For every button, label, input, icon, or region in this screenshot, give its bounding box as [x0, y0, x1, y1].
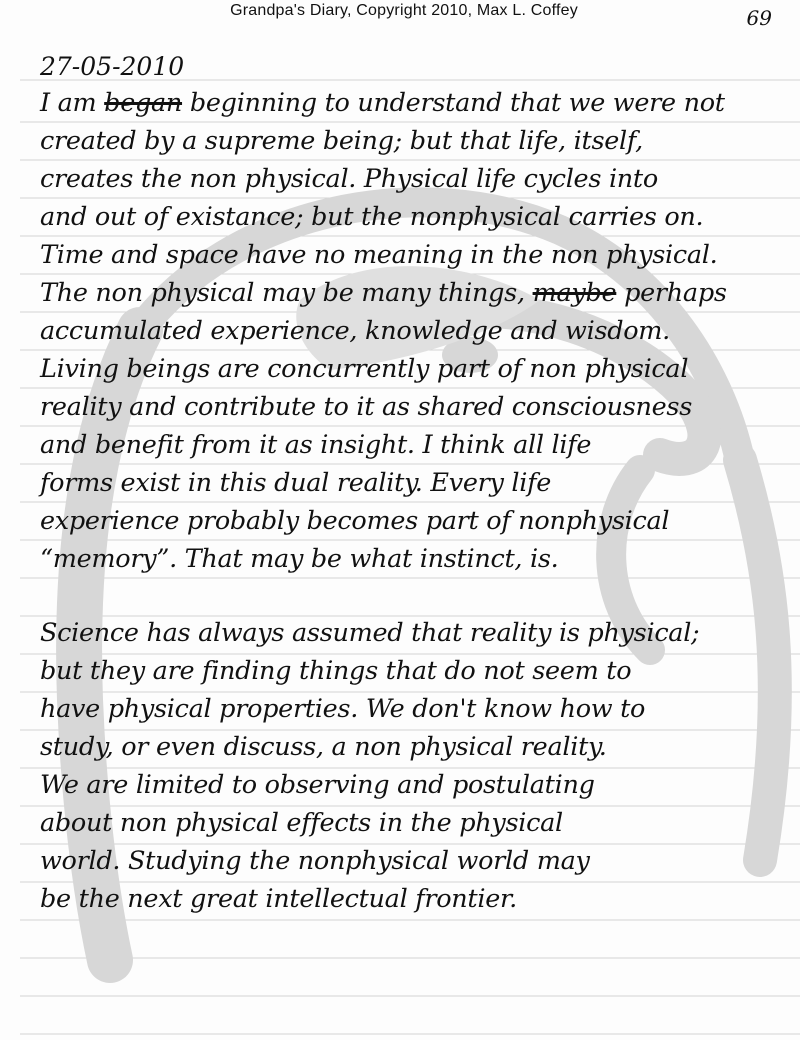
text-line: Science has always assumed that reality is physical;: [40, 618, 700, 648]
strikethrough-word: began: [104, 88, 183, 118]
text-line: study, or even discuss, a non physical reality.: [40, 732, 607, 762]
text-line: Living beings are concurrently part of non physical: [40, 354, 689, 384]
text-line: creates the non physical. Physical life cycles into: [40, 164, 658, 194]
text-line: and benefit from it as insight. I think all life: [40, 430, 592, 460]
text-line: forms exist in this dual reality. Every life: [40, 468, 552, 498]
text-line: We are limited to observing and postulating: [40, 770, 595, 800]
text-line: and out of existance; but the nonphysical carries on.: [40, 202, 704, 232]
entry-date: 27-05-2010: [40, 52, 185, 81]
text-line: about non physical effects in the physical: [40, 808, 563, 838]
text-line: but they are finding things that do not seem to: [40, 656, 632, 686]
text-line: experience probably becomes part of nonphysical: [40, 506, 670, 536]
text-line: be the next great intellectual frontier.: [40, 884, 517, 914]
page-number: 69: [746, 6, 772, 30]
diary-header-title: Grandpa's Diary, Copyright 2010, Max L. Coffey: [230, 2, 578, 19]
text-line: Time and space have no meaning in the non physical.: [40, 240, 718, 270]
strikethrough-word: maybe: [532, 278, 617, 308]
text-line: The non physical may be many things, maybe perhaps: [40, 278, 727, 308]
text-line: world. Studying the nonphysical world may: [40, 846, 590, 876]
text-line: accumulated experience, knowledge and wisdom.: [40, 316, 670, 346]
text-line: reality and contribute to it as shared consciousness: [40, 392, 693, 422]
text-line: created by a supreme being; but that life, itself,: [40, 126, 643, 156]
text-line: have physical properties. We don't know how to: [40, 694, 646, 724]
text-line: I am began beginning to understand that we were not: [40, 88, 725, 118]
text-line: “memory”. That may be what instinct, is.: [40, 544, 559, 574]
